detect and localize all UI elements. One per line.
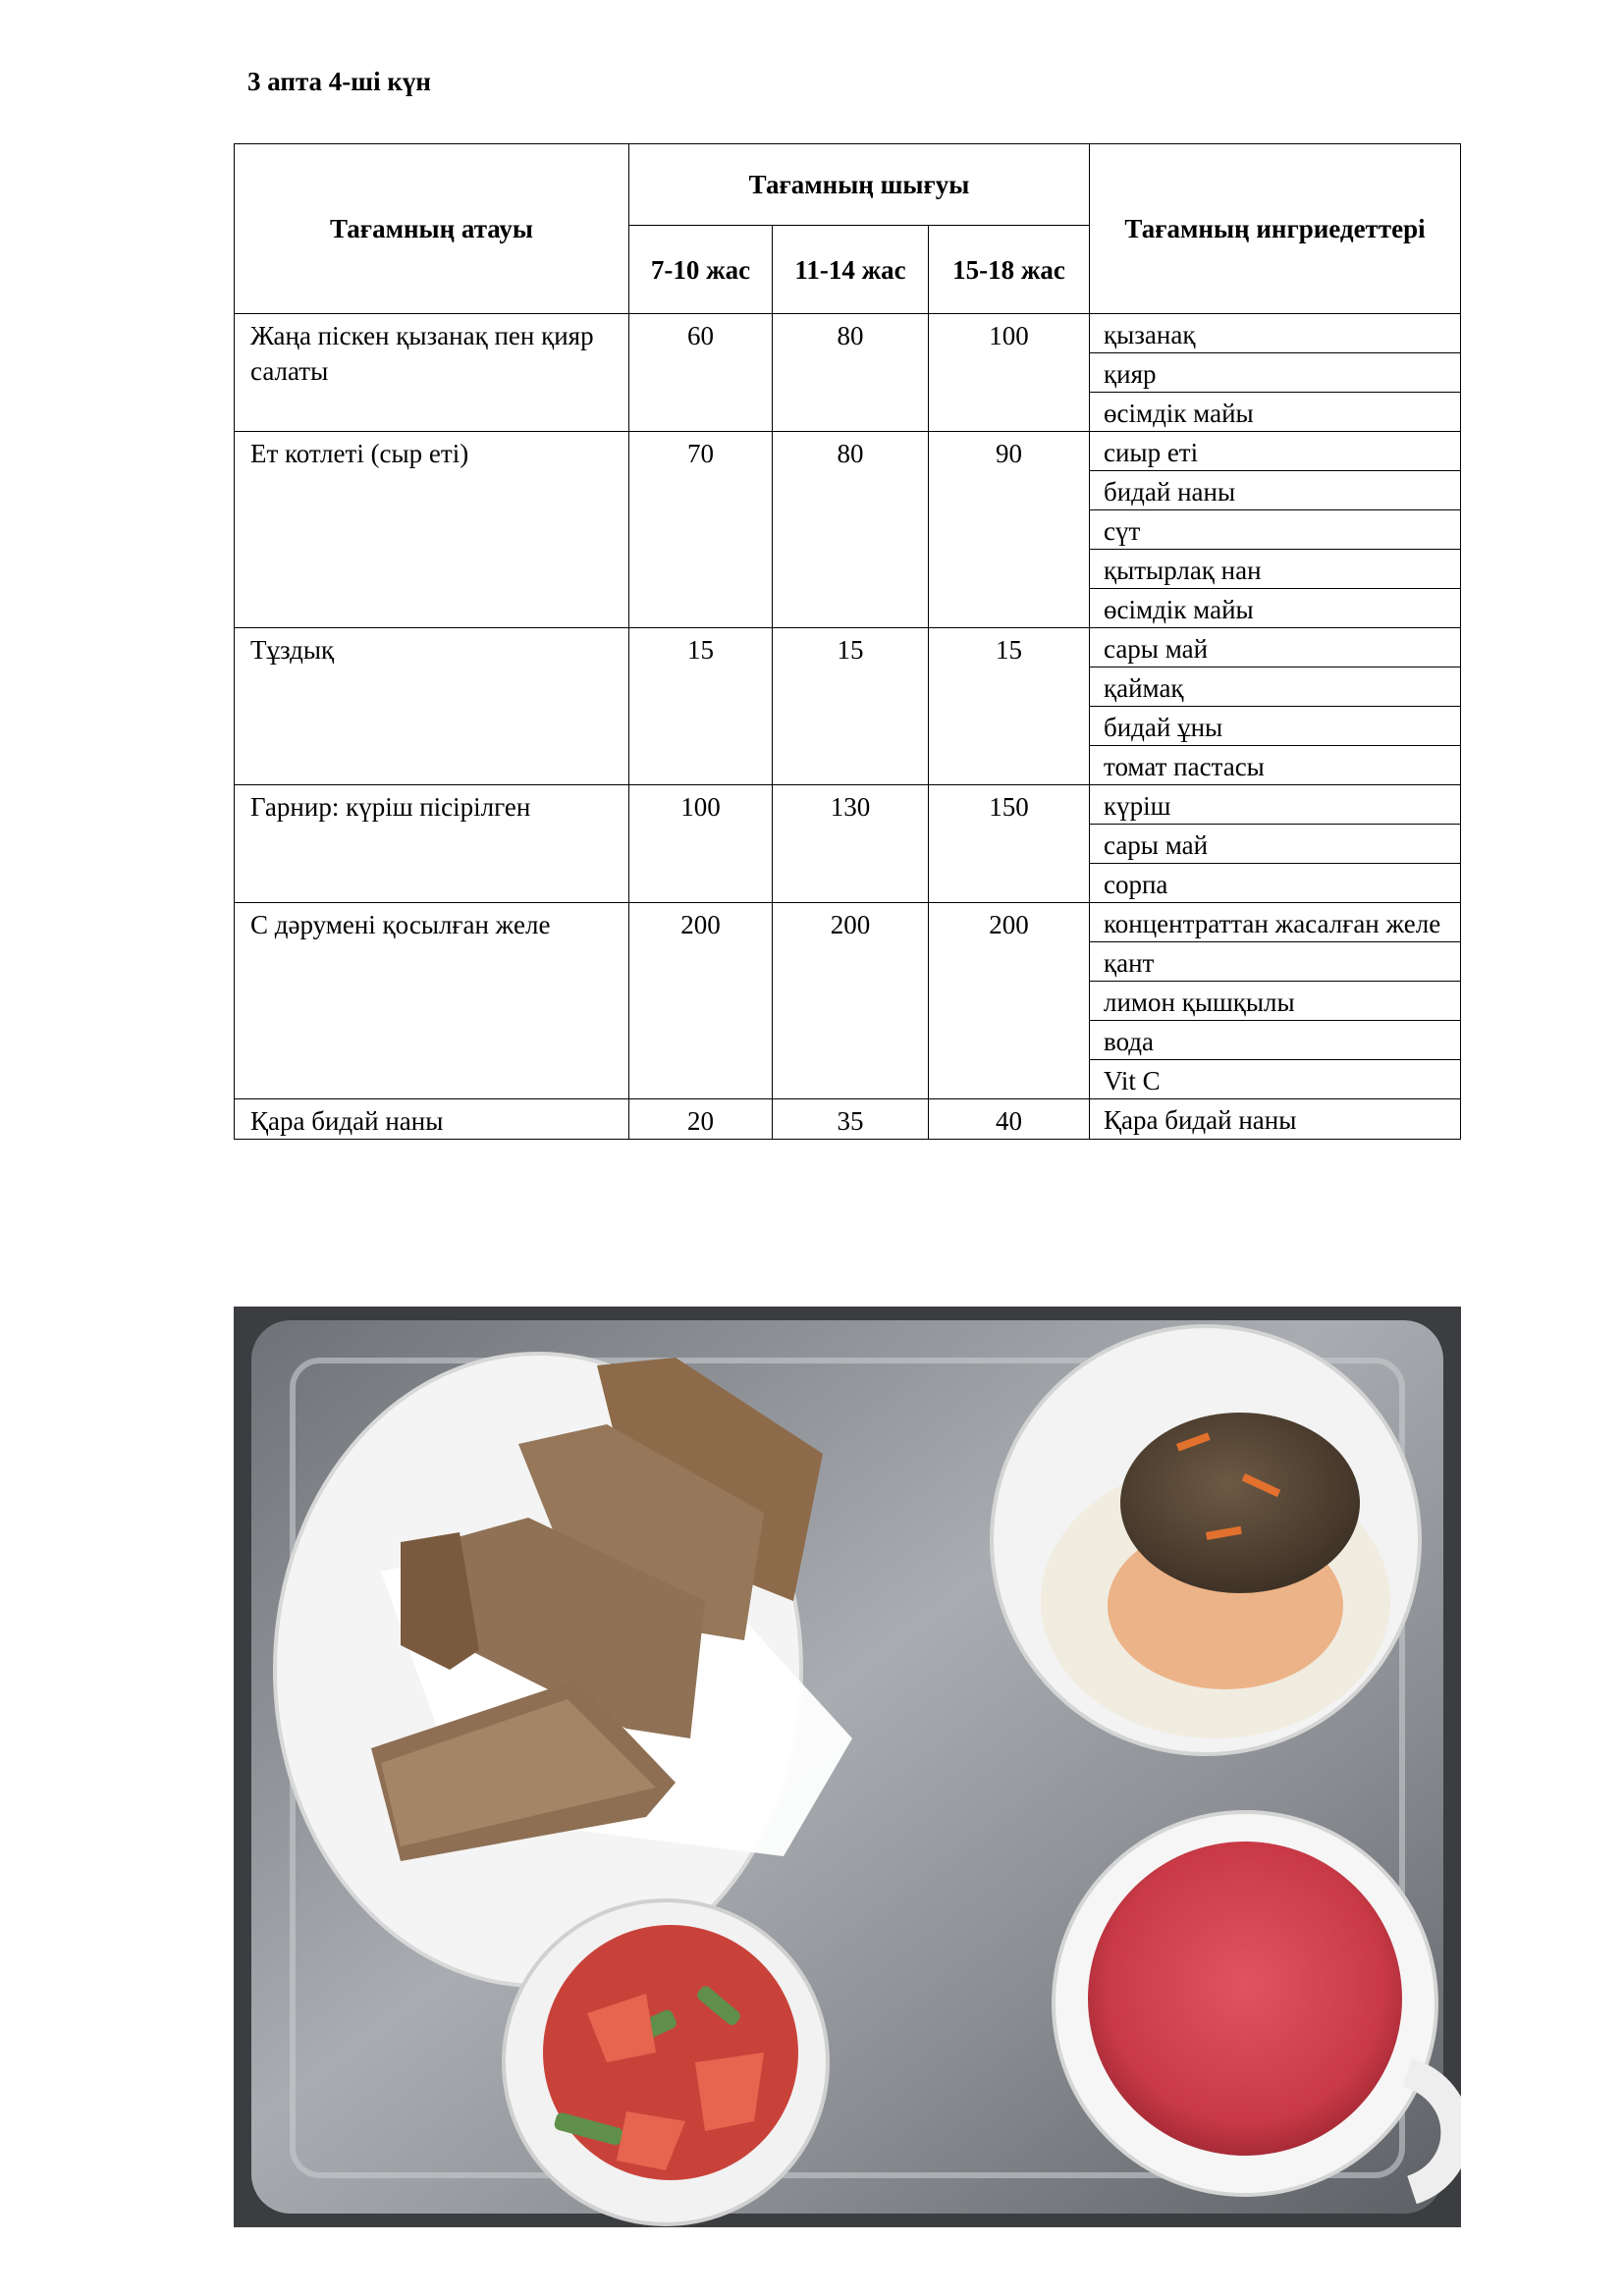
ingredient-item: вода	[1090, 1020, 1460, 1059]
ingredient-item: сары май	[1090, 824, 1460, 863]
ingredient-item: лимон қышқылы	[1090, 981, 1460, 1020]
yield-7-10: 15	[629, 628, 773, 785]
ingredient-item: қияр	[1090, 352, 1460, 392]
ingredient-item: сорпа	[1090, 863, 1460, 902]
ingredient-item: сиыр еті	[1104, 438, 1199, 467]
ingredient-item: бидай наны	[1090, 470, 1460, 509]
dish-name: С дәрумені қосылған желе	[235, 903, 629, 1099]
table-row	[235, 628, 1461, 785]
dish-name: Тұздық	[235, 628, 629, 785]
yield-7-10: 60	[629, 314, 773, 432]
ingredient-item: қаймақ	[1090, 667, 1460, 706]
header-age-11-14: 11-14 жас	[773, 226, 929, 314]
header-age-7-10: 7-10 жас	[629, 226, 773, 314]
yield-15-18: 200	[929, 903, 1090, 1099]
yield-11-14: 80	[773, 432, 929, 628]
ingredient-item: сүт	[1090, 509, 1460, 549]
ingredient-list	[1090, 628, 1461, 785]
table-row	[235, 785, 1461, 903]
table-row	[235, 903, 1461, 1099]
yield-7-10: 200	[629, 903, 773, 1099]
ingredient-item: қытырлақ нан	[1090, 549, 1460, 588]
ingredient-item: өсімдік майы	[1090, 588, 1460, 627]
ingredient-list	[1090, 1099, 1461, 1140]
ingredient-item: күріш	[1104, 791, 1171, 821]
dish-name: Қара бидай наны	[235, 1099, 629, 1140]
ingredient-item: сары май	[1104, 634, 1209, 664]
yield-11-14: 35	[773, 1099, 929, 1140]
ingredient-item: қант	[1090, 941, 1460, 981]
header-yield: Тағамның шығуы	[629, 144, 1090, 226]
ingredient-item: қызанақ	[1104, 320, 1196, 349]
yield-11-14: 15	[773, 628, 929, 785]
ingredient-list	[1090, 785, 1461, 903]
yield-7-10: 20	[629, 1099, 773, 1140]
ingredient-item: бидай ұны	[1090, 706, 1460, 745]
yield-11-14: 200	[773, 903, 929, 1099]
yield-7-10: 100	[629, 785, 773, 903]
ingredient-item: томат пастасы	[1090, 745, 1460, 784]
yield-15-18: 100	[929, 314, 1090, 432]
ingredient-item: Vit C	[1090, 1059, 1460, 1098]
dish-name: Гарнир: күріш пісірілген	[235, 785, 629, 903]
ingredient-list	[1090, 314, 1461, 432]
page-heading: 3 апта 4-ші күн	[247, 67, 431, 96]
meal-photo	[234, 1307, 1461, 2227]
dish-name: Жаңа піскен қызанақ пен қияр салаты	[235, 314, 629, 432]
yield-7-10: 70	[629, 432, 773, 628]
yield-11-14: 80	[773, 314, 929, 432]
ingredient-item: Қара бидай наны	[1104, 1105, 1297, 1135]
menu-table	[234, 143, 1461, 1140]
table-row	[235, 314, 1461, 432]
yield-15-18: 90	[929, 432, 1090, 628]
header-dish-name: Тағамның атауы	[235, 144, 629, 314]
yield-15-18: 15	[929, 628, 1090, 785]
yield-11-14: 130	[773, 785, 929, 903]
header-age-15-18: 15-18 жас	[929, 226, 1090, 314]
dish-name: Ет котлеті (сыр еті)	[235, 432, 629, 628]
ingredient-list	[1090, 903, 1461, 1099]
ingredient-item: өсімдік майы	[1090, 392, 1460, 431]
ingredient-item: концентраттан жасалған желе	[1104, 909, 1441, 938]
table-row	[235, 1099, 1461, 1140]
yield-15-18: 150	[929, 785, 1090, 903]
yield-15-18: 40	[929, 1099, 1090, 1140]
header-ingredients: Тағамның ингриедеттері	[1090, 144, 1461, 314]
table-row	[235, 432, 1461, 628]
ingredient-list	[1090, 432, 1461, 628]
